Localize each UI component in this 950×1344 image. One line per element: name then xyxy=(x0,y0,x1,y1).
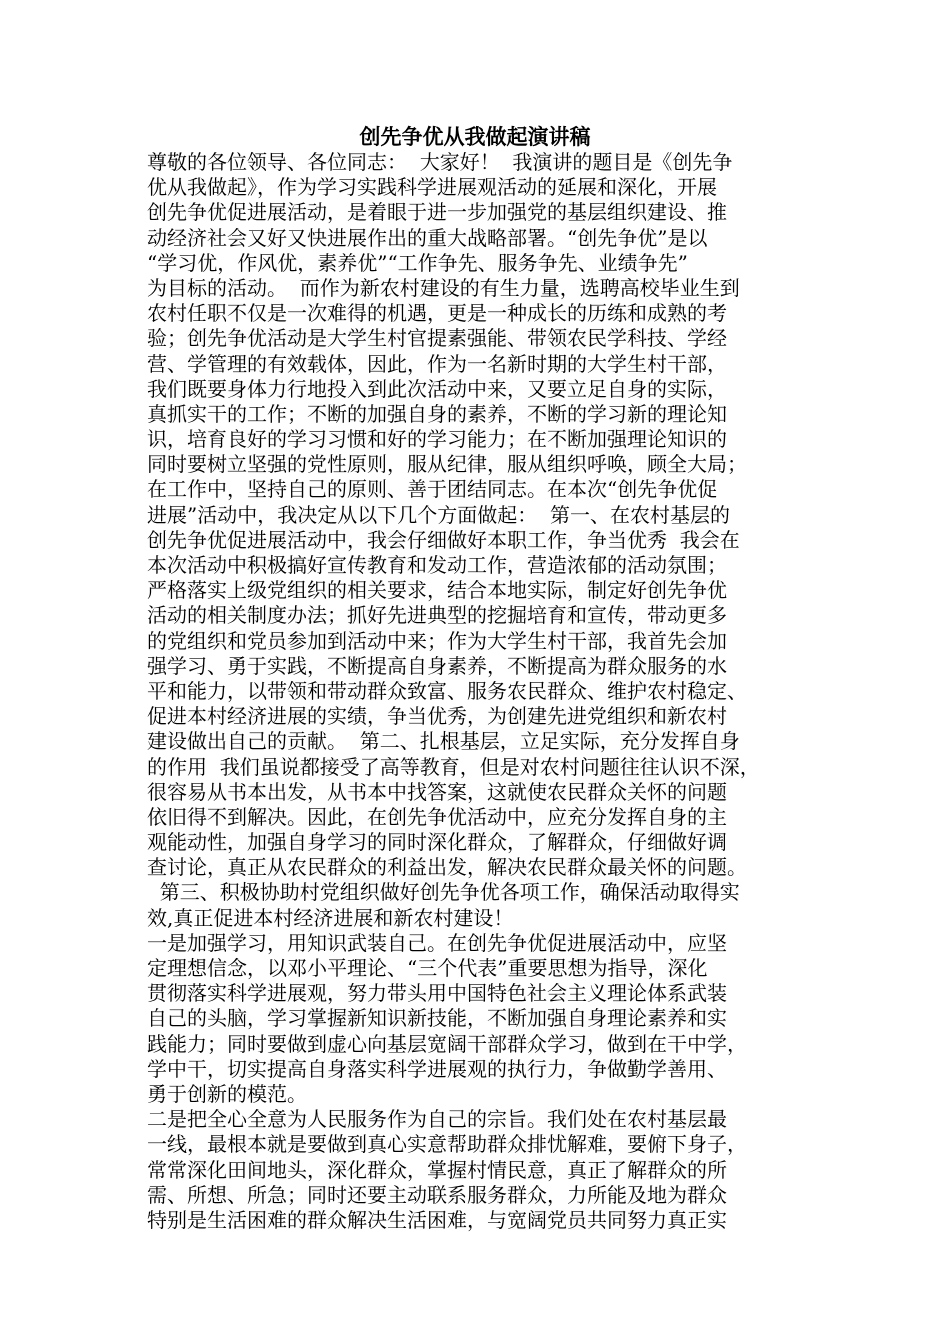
text-line: 一线，最根本就是要做到真心实意帮助群众排忧解难，要俯下身子， xyxy=(147,1132,747,1157)
text-line: 依旧得不到解决。因此，在创先争优活动中，应充分发挥自身的主 xyxy=(147,804,727,829)
text-line: 创先争优促进展活动中，我会仔细做好本职工作，争当优秀 我会在 xyxy=(147,527,740,552)
text-line: 勇于创新的模范。 xyxy=(147,1081,307,1106)
text-line: 优从我做起》，作为学习实践科学进展观活动的延展和深化，开展 xyxy=(147,175,717,200)
text-line: 一是加强学习，用知识武装自己。在创先争优促进展活动中，应坚 xyxy=(147,930,727,955)
text-line: “学习优，作风优，素养优”“工作争先、服务争先、业绩争先” xyxy=(147,250,688,275)
text-line: 营、学管理的有效载体，因此，作为一名新时期的大学生村干部， xyxy=(147,351,727,376)
text-line: 平和能力，以带领和带动群众致富、服务农民群众、维护农村稳定、 xyxy=(147,678,747,703)
text-line: 的党组织和党员参加到活动中来；作为大学生村干部，我首先会加 xyxy=(147,628,727,653)
text-line: 需、所想、所急；同时还要主动联系服务群众，力所能及地为群众 xyxy=(147,1182,727,1207)
text-line: 二是把全心全意为人民服务作为自己的宗旨。我们处在农村基层最 xyxy=(147,1107,727,1132)
text-line: 定理想信念，以邓小平理论、“三个代表”重要思想为指导，深化 xyxy=(147,956,708,980)
text-line: 效,真正促进本村经济进展和新农村建设！ xyxy=(147,905,514,930)
text-line: 为目标的活动。 而作为新农村建设的有生力量，选聘高校毕业生到 xyxy=(147,275,740,300)
document-title: 创先争优从我做起演讲稿 xyxy=(359,124,591,149)
text-line: 同时要树立坚强的党性原则，服从纪律，服从组织呼唤，顾全大局； xyxy=(147,452,747,477)
text-line: 创先争优促进展活动，是着眼于进一步加强党的基层组织建设、推 xyxy=(147,200,727,225)
text-line: 真抓实干的工作；不断的加强自身的素养，不断的学习新的理论知 xyxy=(147,401,727,426)
text-line: 我们既要身体力行地投入到此次活动中来，又要立足自身的实际， xyxy=(147,376,727,401)
text-line: 动经济社会又好又快进展作出的重大战略部署。“创先争优”是以 xyxy=(147,225,708,250)
text-line: 很容易从书本出发，从书本中找答案，这就使农民群众关怀的问题 xyxy=(147,779,727,804)
text-line: 在工作中，坚持自己的原则、善于团结同志。在本次“创先争优促 xyxy=(147,477,718,502)
text-line: 学中干，切实提高自身落实科学进展观的执行力，争做勤学善用、 xyxy=(147,1056,727,1081)
text-line: 严格落实上级党组织的相关要求，结合本地实际，制定好创先争优 xyxy=(147,578,727,603)
text-line: 践能力；同时要做到虚心向基层宽阔干部群众学习，做到在干中学， xyxy=(147,1031,747,1056)
text-line: 识，培育良好的学习习惯和好的学习能力；在不断加强理论知识的 xyxy=(147,427,727,452)
text-line: 第三、积极协助村党组织做好创先争优各项工作，确保活动取得实 xyxy=(147,880,740,905)
text-line: 促进本村经济进展的实绩，争当优秀，为创建先进党组织和新农村 xyxy=(147,704,727,729)
text-line: 观能动性，加强自身学习的同时深化群众，了解群众，仔细做好调 xyxy=(147,830,727,855)
text-line: 验；创先争优活动是大学生村官提素强能、带领农民学科技、学经 xyxy=(147,326,727,351)
text-line: 查讨论，真正从农民群众的利益出发，解决农民群众最关怀的问题。 xyxy=(147,855,747,880)
text-line: 强学习、勇于实践，不断提高自身素养，不断提高为群众服务的水 xyxy=(147,653,727,678)
text-line: 进展”活动中，我决定从以下几个方面做起： 第一、在农村基层的 xyxy=(147,502,730,527)
text-line: 特别是生活困难的群众解决生活困难，与宽阔党员共同努力真正实 xyxy=(147,1207,727,1232)
text-line: 活动的相关制度办法；抓好先进典型的挖掘培育和宣传，带动更多 xyxy=(147,603,727,628)
text-line: 建设做出自己的贡献。 第二、扎根基层，立足实际，充分发挥自身 xyxy=(147,729,740,754)
text-line: 的作用 我们虽说都接受了高等教育，但是对农村问题往往认识不深， xyxy=(147,754,760,779)
text-line: 贯彻落实科学进展观，努力带头用中国特色社会主义理论体系武装 xyxy=(147,981,727,1006)
text-line: 自己的头脑，学习掌握新知识新技能，不断加强自身理论素养和实 xyxy=(147,1006,727,1031)
document-body xyxy=(147,150,807,1233)
text-line: 尊敬的各位领导、各位同志： 大家好！ 我演讲的题目是《创先争 xyxy=(147,150,733,174)
text-line: 常常深化田间地头，深化群众，掌握村情民意，真正了解群众的所 xyxy=(147,1157,727,1182)
text-line: 农村任职不仅是一次难得的机遇，更是一种成长的历练和成熟的考 xyxy=(147,301,727,326)
text-line: 本次活动中积极搞好宣传教育和发动工作，营造浓郁的活动氛围； xyxy=(147,553,727,577)
